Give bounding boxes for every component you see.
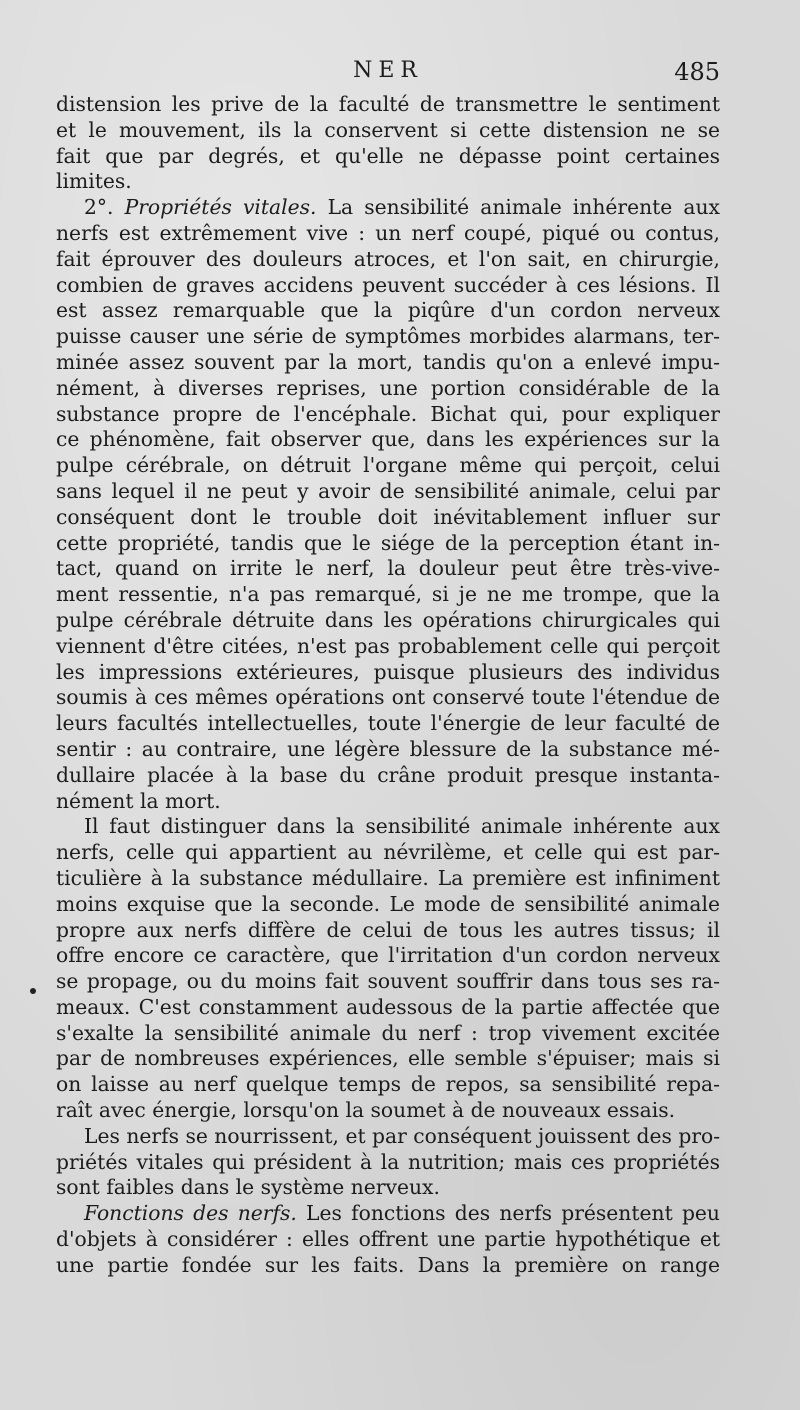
text-line: conséquent dont le trouble doit inévitablement influer sur bbox=[56, 504, 720, 529]
text-line: leurs facultés intellectuelles, toute l'énergie de leur faculté de bbox=[56, 711, 720, 736]
text-line: distension les prive de la faculté de transmettre le sentiment bbox=[56, 92, 720, 116]
text-line: priétés vitales qui président à la nutrition; mais ces propriétés bbox=[56, 1149, 720, 1174]
text-line: sont faibles dans le système nerveux. bbox=[56, 1175, 440, 1200]
text-line: se propage, ou du moins fait souvent souffrir dans tous ses ra- bbox=[56, 969, 720, 994]
text-line: nément, à diverses reprises, une portion considérable de la bbox=[56, 375, 720, 400]
text-line: raît avec énergie, lorsqu'on la soumet à de nouveaux essais. bbox=[56, 1098, 676, 1123]
text-line: Il faut distinguer dans la sensibilité animale inhérente aux bbox=[84, 814, 720, 839]
text-line: 2°. Propriétés vitales. La sensibilité animale inhérente aux bbox=[84, 195, 720, 220]
text-line: Fonctions des nerfs. Les fonctions des nerfs présentent peu bbox=[84, 1201, 720, 1226]
text-line: limites. bbox=[56, 169, 132, 194]
running-head: NER bbox=[353, 58, 423, 83]
text-line: combien de graves accidens peuvent succéder à ces lésions. Il bbox=[56, 272, 720, 297]
text-line: une partie fondée sur les faits. Dans la première on range bbox=[56, 1252, 720, 1277]
text-line: viennent d'être citées, n'est pas probablement celle qui perçoit bbox=[56, 633, 720, 658]
text-line: offre encore ce caractère, que l'irritation d'un cordon nerveux bbox=[56, 943, 720, 968]
text-line: sans lequel il ne peut y avoir de sensibilité animale, celui par bbox=[56, 478, 720, 503]
text-line: fait que par degrés, et qu'elle ne dépasse point certaines bbox=[56, 143, 720, 168]
text-line: ment ressentie, n'a pas remarqué, si je ne me trompe, que la bbox=[56, 582, 720, 607]
text-line: tact, quand on irrite le nerf, la douleur peut être très-vive- bbox=[56, 556, 720, 581]
text-line: est assez remarquable que la piqûre d'un cordon nerveux bbox=[56, 298, 720, 323]
text-line: cette propriété, tandis que le siége de la perception étant in- bbox=[56, 530, 720, 555]
text-line: ticulière à la substance médullaire. La première est infiniment bbox=[56, 865, 720, 890]
text-line: nément la mort. bbox=[56, 788, 221, 813]
text-line: les impressions extérieures, puisque plusieurs des individus bbox=[56, 659, 720, 684]
text-line: dullaire placée à la base du crâne produit presque instanta- bbox=[56, 762, 720, 787]
body-text bbox=[56, 92, 720, 1279]
page-number: 485 bbox=[674, 58, 720, 86]
text-line: fait éprouver des douleurs atroces, et l'on sait, en chirurgie, bbox=[56, 246, 720, 271]
text-line: puisse causer une série de symptômes morbides alarmans, ter- bbox=[56, 324, 720, 349]
text-line: nerfs, celle qui appartient au névrilème, et celle qui est par- bbox=[56, 840, 720, 865]
text-line: d'objets à considérer : elles offrent une partie hypothétique et bbox=[56, 1227, 720, 1252]
text-line: moins exquise que la seconde. Le mode de sensibilité animale bbox=[56, 891, 720, 916]
text-line: propre aux nerfs diffère de celui de tous les autres tissus; il bbox=[56, 917, 720, 942]
text-line: on laisse au nerf quelque temps de repos, sa sensibilité repa- bbox=[56, 1072, 720, 1097]
text-line: substance propre de l'encéphale. Bichat qui, pour expliquer bbox=[56, 401, 720, 426]
text-line: pulpe cérébrale, on détruit l'organe même qui perçoit, celui bbox=[56, 453, 720, 478]
text-line: et le mouvement, ils la conservent si cette distension ne se bbox=[56, 117, 720, 142]
text-line: soumis à ces mêmes opérations ont conservé toute l'étendue de bbox=[56, 685, 720, 710]
page-header bbox=[56, 58, 720, 92]
text-line: par de nombreuses expériences, elle semble s'épuiser; mais si bbox=[56, 1046, 720, 1071]
text-line: Les nerfs se nourrissent, et par conséquent jouissent des pro- bbox=[84, 1123, 720, 1148]
text-line: nerfs est extrêmement vive : un nerf coupé, piqué ou contus, bbox=[56, 220, 720, 245]
text-line: pulpe cérébrale détruite dans les opérations chirurgicales qui bbox=[56, 607, 720, 632]
text-line: minée assez souvent par la mort, tandis qu'on a enlevé impu- bbox=[56, 349, 720, 374]
text-line: ce phénomène, fait observer que, dans les expériences sur la bbox=[56, 427, 720, 452]
margin-mark bbox=[30, 988, 36, 994]
text-line: sentir : au contraire, une légère blessure de la substance mé- bbox=[56, 736, 720, 761]
text-line: meaux. C'est constamment audessous de la partie affectée que bbox=[56, 994, 720, 1019]
text-line: s'exalte la sensibilité animale du nerf : trop vivement excitée bbox=[56, 1020, 720, 1045]
